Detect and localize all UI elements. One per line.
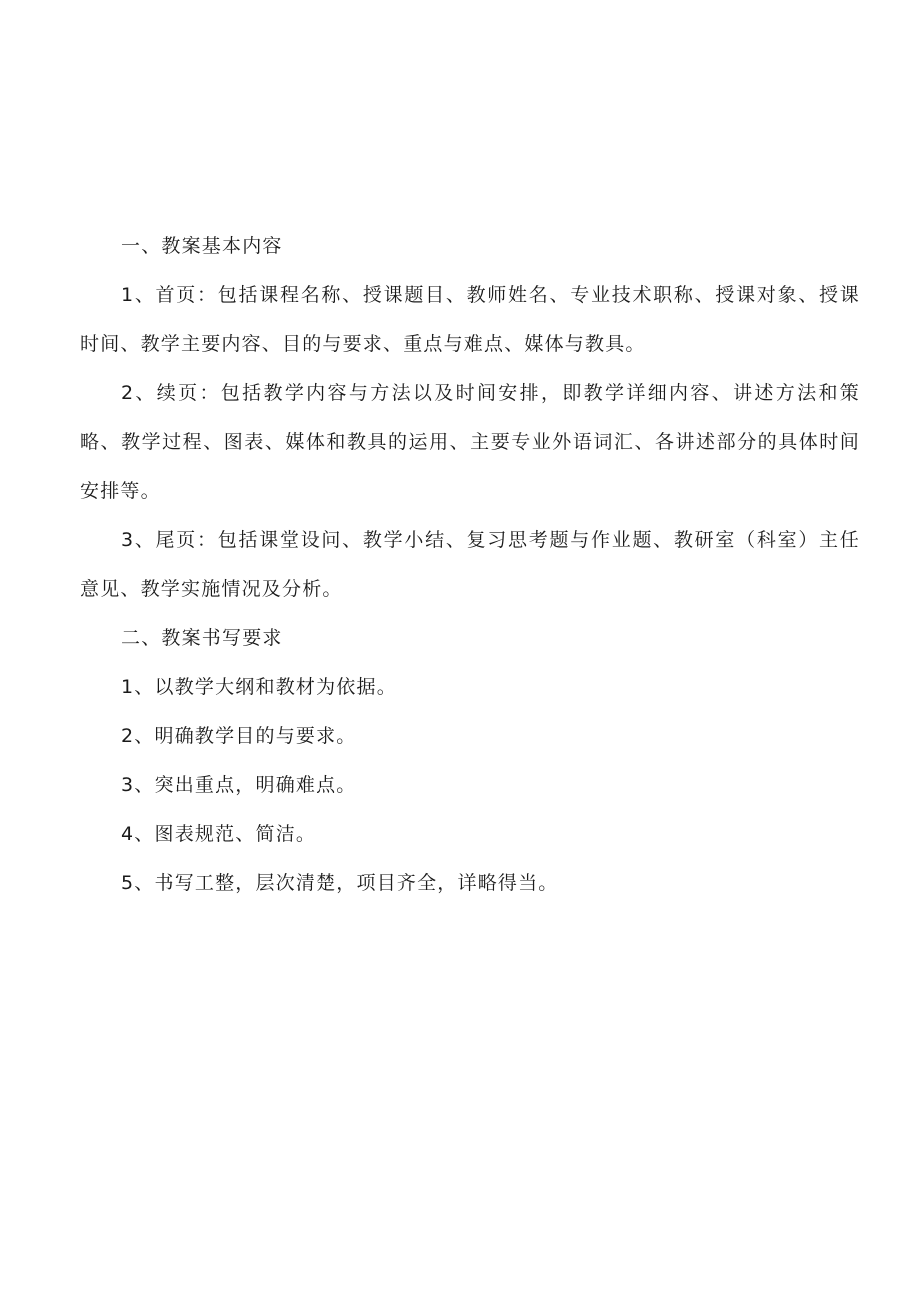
writing-requirement-item: 3、突出重点，明确难点。: [121, 774, 357, 796]
section-heading-basic-content: 一、教案基本内容: [121, 235, 283, 257]
basic-content-item-first-page: 1、首页：包括课程名称、授课题目、教师姓名、专业技术职称、授课对象、授课时间、教学主要内容、目的与要求、重点与难点、媒体与教具。: [80, 284, 860, 355]
writing-requirement-item: 4、图表规范、简洁。: [121, 823, 317, 845]
document-body: [80, 222, 860, 908]
writing-requirement-item: 2、明确教学目的与要求。: [121, 725, 357, 747]
basic-content-item-continuation-page: 2、续页：包括教学内容与方法以及时间安排，即教学详细内容、讲述方法和策略、教学过程、图表、媒体和教具的运用、主要专业外语词汇、各讲述部分的具体时间安排等。: [80, 382, 860, 502]
basic-content-item-last-page: 3、尾页：包括课堂设问、教学小结、复习思考题与作业题、教研室（科室）主任意见、教学实施情况及分析。: [80, 529, 860, 600]
section-heading-writing-requirements: 二、教案书写要求: [121, 627, 283, 649]
writing-requirement-item: 5、书写工整，层次清楚，项目齐全，详略得当。: [121, 872, 559, 894]
writing-requirement-item: 1、以教学大纲和教材为依据。: [121, 676, 397, 698]
